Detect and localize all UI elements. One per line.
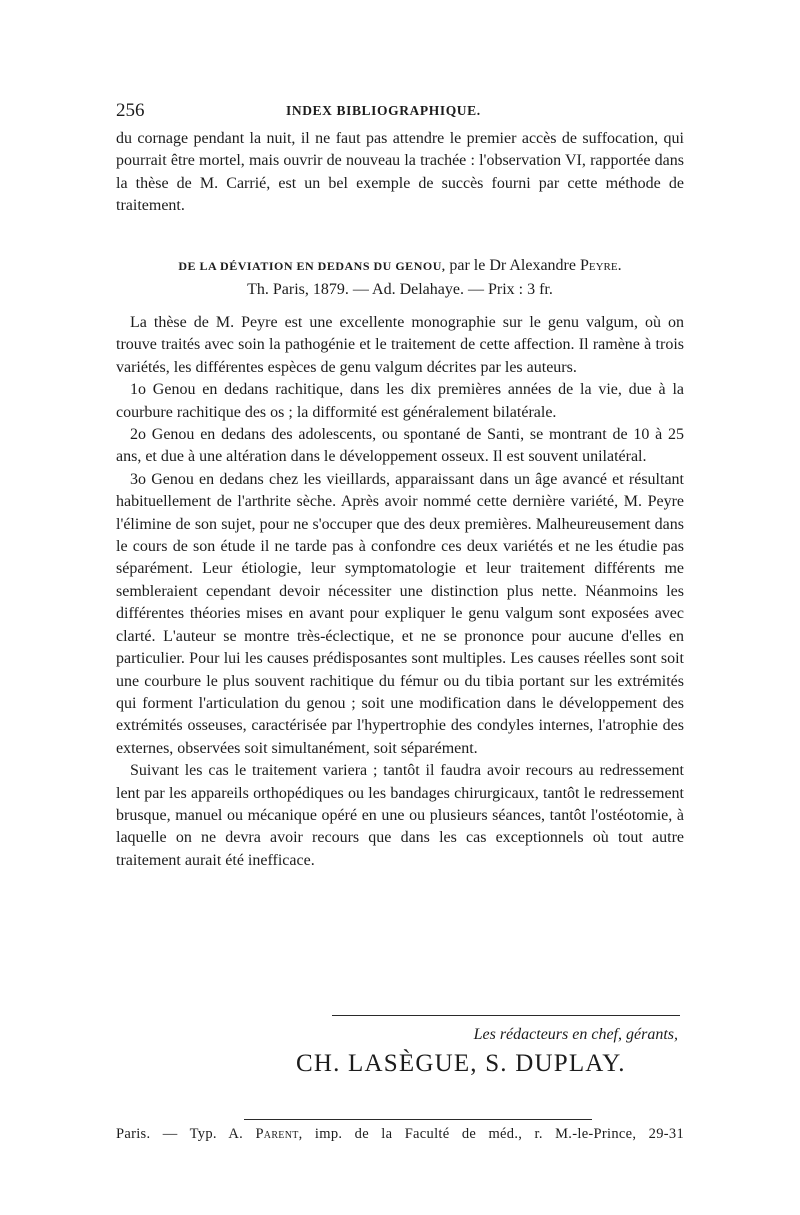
imprint-prefix: Paris. — Typ. A. [116,1126,244,1142]
variety-1-paragraph: 1o Genou en dedans rachitique, dans les dix premières années de la vie, due à la courbure rachitique des os ; la difformité est généralement bilatérale. [116,381,684,421]
treatment-paragraph: Suivant les cas le traitement variera ; tantôt il faudra avoir recours au redressement lent par les appareils orthopédiques ou les bandages chirurgicaux, tantôt le redressement brusque, manuel ou mécanique opéré en une ou plusieurs séances, tantôt l'ostéotomie, à laquelle on ne devra avoir recours que dans les cas exceptionnels où tout autre traitement aurait été inefficace. [116,762,684,869]
divider-rule [332,1015,680,1016]
imprint-rule [244,1119,592,1120]
running-header [116,100,684,124]
review-paragraph: La thèse de M. Peyre est une excellente monographie sur le genu valgum, où on trouve traités avec soin la pathogénie et le traitement de cette affection. Il ramène à trois variétés, les différentes espèces de genu valgum décrites par les auteurs. [116,314,684,376]
variety-2-paragraph: 2o Genou en dedans des adolescents, ou spontané de Santi, se montrant de 10 à 25 ans, et due à une altération dans le développement osseux. Il est souvent unilatéral. [116,426,684,466]
article-author-surname: Peyre. [579,257,622,274]
imprint-printer-name: Parent, [255,1126,303,1142]
article-heading [116,254,684,302]
article-title: DE LA DÉVIATION EN DEDANS DU GENOU, [178,259,446,273]
intro-text-block [116,128,684,218]
printer-imprint [116,1126,684,1143]
variety-3-paragraph: 3o Genou en dedans chez les vieillards, apparaissant dans un âge avancé et résultant habituellement de l'arthrite sèche. Après avoir nommé cette dernière variété, M. Peyre l'élimine de son sujet, pour ne s'occuper que des deux premières. Malheureusement dans le cours de son étude il ne tarde pas à confondre ces deux variétés et ne les étudie pas séparément. Leur étiologie, leur symptomatologie et leur traitement différents me sembleraient cependant devoir nécessiter une distinction plus nette. Néanmoins les différentes théories mises en avant pour expliquer le genu valgum sont exposées avec clarté. L'auteur se montre très-éclectique, et ne se prononce pour aucune d'elles en particulier. Pour lui les causes prédisposantes sont multiples. Les causes réelles sont soit une courbure le plus souvent rachitique du fémur ou du tibia portant sur les extrémités qui forment l'articulation du genou ; soit une modification dans le développement des extrémités osseuses, caractérisée par l'hypertrophie des condyles internes, l'atrophie des externes, observées soit simultanément, soit séparément. [116,470,684,757]
article-title-line [116,254,684,278]
editors-names: CH. LASÈGUE, S. DUPLAY. [296,1050,626,1077]
page-number: 256 [116,100,145,121]
review-text-block [116,312,684,872]
running-title: INDEX BIBLIOGRAPHIQUE. [286,103,481,118]
article-author-prefix: Dr Alexandre [489,257,576,274]
editors-caption: Les rédacteurs en chef, gérants, [473,1026,678,1043]
article-details: Th. Paris, 1879. — Ad. Delahaye. — Prix : 3 fr. [247,281,553,298]
article-by: par le [449,257,486,274]
imprint-suffix: imp. de la Faculté de méd., r. M.-le-Prince, 29-31 [314,1126,684,1142]
intro-paragraph: du cornage pendant la nuit, il ne faut pas attendre le premier accès de suffocation, qui pourrait être mortel, mais ouvrir de nouveau la trachée : l'observation VI, rapportée dans la thèse de M. Carrié, est un bel exemple de succès fourni par cette méthode de traitement. [116,130,684,215]
